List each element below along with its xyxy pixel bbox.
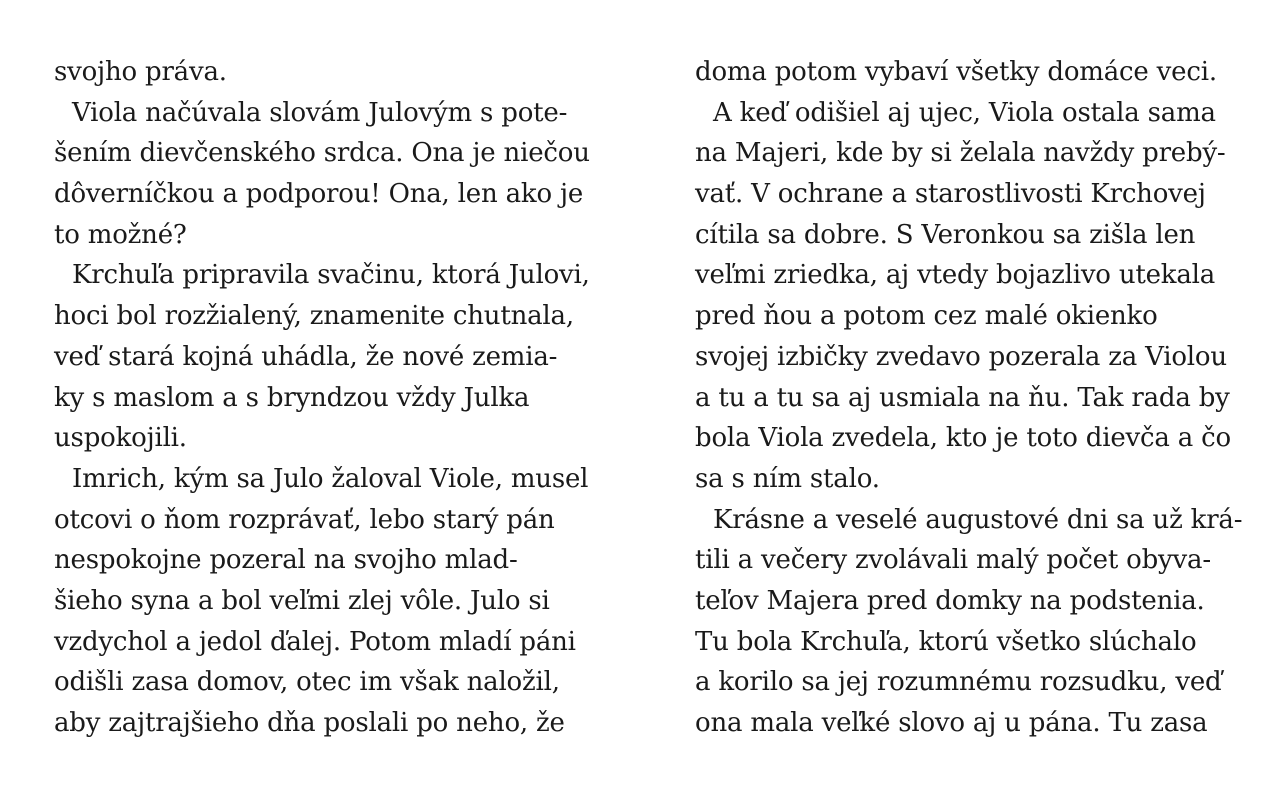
text-line: teľov Majera pred domky na podstenia. [695,585,1205,616]
text-line: tili a večery zvolávali malý počet obyva- [695,545,1211,576]
text-line: doma potom vybaví všetky domáce veci. [695,57,1217,87]
text-line: veľmi zriedka, aj vtedy bojazlivo utekala [695,260,1216,291]
text-line: šením dievčenského srdca. Ona je niečou [54,138,590,169]
text-line: Viola načúvala slovám Julovým s pote- [72,97,568,128]
text-line: bola Viola zvedela, kto je toto dievča a čo [695,423,1231,454]
text-line: pred ňou a potom cez malé okienko [695,301,1158,332]
text-line: nespokojne pozeral na svojho mlad- [54,545,518,576]
text-line: cítila sa dobre. S Veronkou sa zišla len [695,219,1196,250]
left-text-column [54,52,590,744]
text-line: Imrich, kým sa Julo žaloval Viole, musel [72,463,589,494]
text-line: hoci bol rozžialený, znamenite chutnala, [54,301,574,332]
text-line: svojej izbičky zvedavo pozerala za Violou [695,341,1227,372]
text-line: odišli zasa domov, otec im však naložil, [54,667,560,698]
text-line: Tu bola Krchuľa, ktorú všetko slúchalo [695,626,1197,657]
text-line: vať. V ochrane a starostlivosti Krchovej [695,179,1206,210]
text-line: aby zajtrajšieho dňa poslali po neho, že [54,708,565,738]
text-line: dôverníčkou a podporou! Ona, len ako je [54,179,584,210]
text-line: veď stará kojná uhádla, že nové zemia- [54,341,558,372]
text-line: a tu a tu sa aj usmiala na ňu. Tak rada by [695,382,1230,413]
text-line: to možné? [54,219,187,250]
text-line: svojho práva. [54,57,227,87]
text-line: sa s ním stalo. [695,463,880,494]
text-line: Krchuľa pripravila svačinu, ktorá Julovi, [72,260,590,291]
text-line: uspokojili. [54,423,187,454]
text-line: šieho syna a bol veľmi zlej vôle. Julo si [54,585,550,616]
text-line: a korilo sa jej rozumnému rozsudku, veď [695,667,1222,698]
text-line: A keď odišiel aj ujec, Viola ostala sama [713,97,1216,128]
text-line: na Majeri, kde by si želala navždy prebý- [695,138,1226,169]
right-text-column [695,52,1242,744]
text-line: ky s maslom a s bryndzou vždy Julka [54,382,530,413]
text-line: otcovi o ňom rozprávať, lebo starý pán [54,504,555,535]
text-line: Krásne a veselé augustové dni sa už krá- [713,504,1243,535]
text-line: vzdychol a jedol ďalej. Potom mladí páni [54,626,576,657]
text-line: ona mala veľké slovo aj u pána. Tu zasa [695,708,1208,738]
